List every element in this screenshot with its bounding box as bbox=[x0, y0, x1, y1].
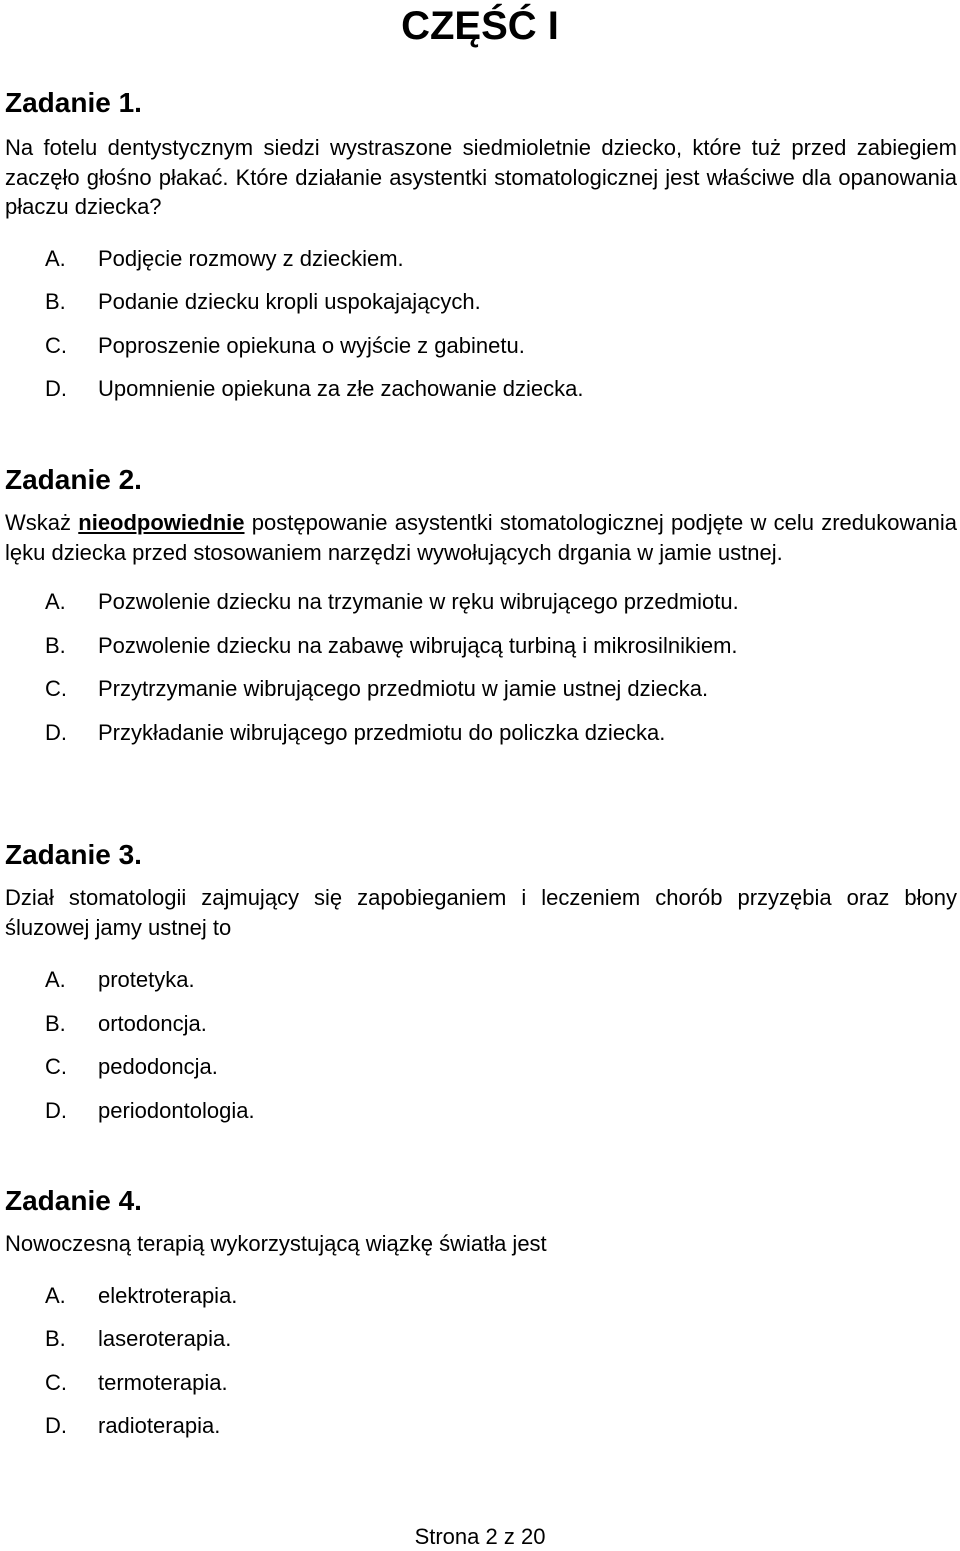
option-text: pedodoncja. bbox=[98, 1054, 218, 1079]
option-text: Przytrzymanie wibrującego przedmiotu w jamie ustnej dziecka. bbox=[98, 676, 709, 701]
option-text: ortodoncja. bbox=[98, 1010, 207, 1036]
task-question: Dział stomatologii zajmujący się zapobieganiem i leczeniem chorób przyzębia oraz błony śluzowej jamy ustnej to bbox=[5, 885, 957, 940]
answer-option-c[interactable] bbox=[5, 674, 957, 718]
option-letter: C. bbox=[45, 332, 67, 358]
option-text: Podanie dziecku kropli uspokajających. bbox=[98, 289, 481, 314]
option-letter: A. bbox=[45, 1282, 66, 1308]
option-text: protetyka. bbox=[98, 967, 195, 992]
task-3 bbox=[5, 838, 957, 1139]
option-text: Upomnienie opiekuna za złe zachowanie dziecka. bbox=[98, 376, 584, 401]
option-text: termoterapia. bbox=[98, 1369, 228, 1395]
answer-options bbox=[5, 587, 957, 761]
answer-option-a[interactable] bbox=[5, 965, 957, 1009]
option-letter: A. bbox=[45, 245, 66, 271]
task-1 bbox=[5, 86, 957, 418]
question-text-after: postępowanie asystentki stomatologicznej podjęte w celu zredukowania lęku dziecka przed stosowaniem narzędzi wywołujących drgania w jamie ustnej. bbox=[5, 510, 957, 565]
option-letter: D. bbox=[45, 376, 67, 401]
option-letter: B. bbox=[45, 1010, 66, 1036]
option-letter: D. bbox=[45, 719, 67, 745]
answer-option-d[interactable] bbox=[5, 374, 957, 418]
page-title: CZĘŚĆ I bbox=[401, 4, 559, 48]
answer-options bbox=[5, 1281, 957, 1455]
option-letter: A. bbox=[45, 967, 66, 992]
answer-options bbox=[5, 965, 957, 1139]
answer-option-c[interactable] bbox=[5, 1052, 957, 1096]
answer-option-d[interactable] bbox=[5, 1411, 957, 1455]
option-letter: D. bbox=[45, 1413, 67, 1438]
task-4 bbox=[5, 1184, 957, 1455]
option-letter: B. bbox=[45, 289, 66, 314]
task-question bbox=[5, 508, 957, 567]
option-text: Pozwolenie dziecku na trzymanie w ręku wibrującego przedmiotu. bbox=[98, 589, 739, 614]
task-question: Na fotelu dentystycznym siedzi wystraszone siedmioletnie dziecko, które tuż przed zabiegiem zaczęło głośno płakać. Które działanie asystentki stomatologicznej jest właściwe dla opanowania płaczu dziecka? bbox=[5, 135, 957, 219]
option-letter: B. bbox=[45, 1326, 66, 1351]
question-text-before: Wskaż bbox=[5, 510, 79, 535]
answer-option-b[interactable] bbox=[5, 287, 957, 331]
option-letter: C. bbox=[45, 1369, 67, 1395]
option-text: Poproszenie opiekuna o wyjście z gabinetu. bbox=[98, 332, 525, 358]
task-heading: Zadanie 4. bbox=[5, 1185, 142, 1216]
answer-options bbox=[5, 244, 957, 418]
answer-option-b[interactable] bbox=[5, 1324, 957, 1368]
answer-option-d[interactable] bbox=[5, 1096, 957, 1140]
option-text: elektroterapia. bbox=[98, 1282, 238, 1308]
task-heading: Zadanie 3. bbox=[5, 839, 142, 870]
option-text: Podjęcie rozmowy z dzieckiem. bbox=[98, 245, 404, 271]
option-text: Przykładanie wibrującego przedmiotu do policzka dziecka. bbox=[98, 719, 666, 745]
answer-option-a[interactable] bbox=[5, 587, 957, 631]
task-heading: Zadanie 2. bbox=[5, 464, 142, 495]
answer-option-b[interactable] bbox=[5, 1009, 957, 1053]
task-2 bbox=[5, 463, 957, 761]
answer-option-a[interactable] bbox=[5, 1281, 957, 1325]
option-letter: C. bbox=[45, 676, 67, 701]
task-heading: Zadanie 1. bbox=[5, 87, 142, 118]
answer-option-c[interactable] bbox=[5, 1368, 957, 1412]
page-number: Strona 2 z 20 bbox=[414, 1524, 546, 1549]
option-letter: D. bbox=[45, 1097, 67, 1123]
option-text: Pozwolenie dziecku na zabawę wibrującą turbiną i mikrosilnikiem. bbox=[98, 632, 738, 658]
option-text: laseroterapia. bbox=[98, 1326, 232, 1351]
option-letter: B. bbox=[45, 632, 66, 658]
option-letter: A. bbox=[45, 589, 66, 614]
option-letter: C. bbox=[45, 1054, 67, 1079]
answer-option-d[interactable] bbox=[5, 718, 957, 762]
answer-option-c[interactable] bbox=[5, 331, 957, 375]
option-text: periodontologia. bbox=[98, 1097, 255, 1123]
task-question: Nowoczesną terapią wykorzystującą wiązkę światła jest bbox=[5, 1231, 547, 1256]
option-text: radioterapia. bbox=[98, 1413, 221, 1438]
answer-option-b[interactable] bbox=[5, 631, 957, 675]
answer-option-a[interactable] bbox=[5, 244, 957, 288]
question-emphasis: nieodpowiednie bbox=[78, 510, 245, 535]
